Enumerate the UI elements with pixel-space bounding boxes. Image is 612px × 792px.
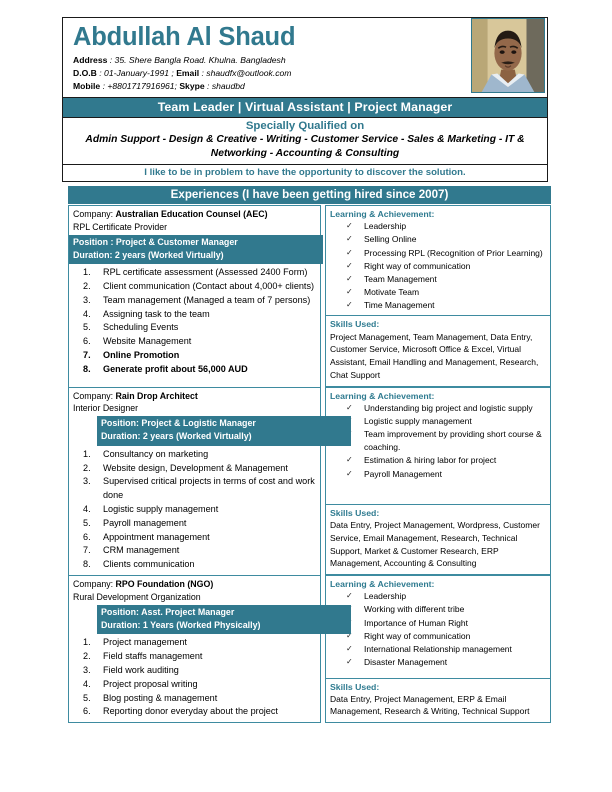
duty-item: Project proposal writing: [103, 678, 198, 689]
company-column: [68, 205, 321, 387]
learning-item: ✓ Payroll Management: [330, 468, 546, 481]
learning-item: ✓ Right way of communication: [330, 630, 546, 643]
learning-item: ✓ Processing RPL (Recognition of Prior Learning): [330, 247, 546, 260]
duty-item: CRM management: [103, 545, 180, 556]
roles-band: Team Leader | Virtual Assistant | Project Manager: [63, 97, 547, 118]
company-line: [69, 576, 320, 591]
learning-achievement-box: [325, 575, 551, 678]
duty-item: Supervised critical projects in terms of cost and work done: [103, 476, 315, 501]
learning-list: [330, 402, 546, 481]
email-value[interactable]: : shaudfx@outlook.com: [201, 67, 292, 78]
skills-used-text: Data Entry, Project Management, Wordpress, Customer Service, Email Management, Research, Technical Support, Market & Customer Research, ERP Management, Accounting & Consulting: [330, 520, 540, 569]
company-subtitle: Interior Designer: [73, 403, 139, 414]
company-subtitle: Rural Development Organization: [73, 591, 201, 602]
specially-qualified-title: Specially Qualified on: [245, 120, 365, 133]
learning-item: ✓ Team improvement by providing short course & coaching.: [330, 428, 546, 454]
achievements-column: [325, 575, 551, 723]
company-name: RPO Foundation (NGO): [115, 579, 214, 590]
learning-achievement-box: [325, 387, 551, 505]
duration-text: Duration: 2 years (Worked Virtually): [101, 431, 252, 442]
experience-entry: [68, 575, 551, 723]
email-label: Email: [176, 67, 200, 78]
duty-item: Client communication (Contact about 4,000+ clients): [103, 281, 315, 292]
achievements-column: [325, 387, 551, 576]
duty-item: Field work auditing: [103, 664, 179, 675]
duty-item: Website Management: [103, 336, 192, 347]
address-value: : 35. Shere Bangla Road. Khulna. Bangladesh: [109, 54, 286, 65]
learning-list: [330, 220, 546, 312]
skills-used-label: Skills Used:: [330, 319, 380, 330]
dob-email-line: [73, 67, 537, 80]
duty-item: Logistic supply management: [103, 504, 219, 515]
learning-item: ✓ Working with different tribe: [330, 603, 546, 616]
duty-item: Field staffs management: [103, 651, 203, 662]
dob-label: D.O.B: [73, 67, 97, 78]
experience-entry-columns: [68, 387, 551, 576]
learning-item: ✓ Disaster Management: [330, 656, 546, 669]
duties-list: [69, 634, 320, 722]
skills-used-box: [325, 316, 551, 386]
skills-used-text: Project Management, Team Management, Data Entry, Customer Service, Microsoft Office & Excel, Virtual Assistant, Email Handling and Management, Research, Chat Support: [330, 331, 539, 380]
qualified-line-2: Networking - Accounting & Consulting: [210, 148, 400, 160]
duty-item: Blog posting & management: [103, 692, 218, 703]
mobile-value: : +8801717916961;: [102, 80, 177, 91]
duty-item: Team management (Managed a team of 7 persons): [103, 294, 311, 305]
position-duration-band: [97, 416, 351, 446]
company-label: Company:: [73, 390, 114, 401]
experiences-grid: [68, 205, 551, 723]
mobile-label: Mobile: [73, 80, 101, 91]
dob-value: : 01-January-1991 ;: [99, 67, 174, 78]
position-duration-band: [69, 235, 323, 265]
learning-item: ✓ Logistic supply management: [330, 415, 546, 428]
experience-entry-columns: [68, 205, 551, 387]
portrait-illustration: [472, 19, 544, 92]
skills-used-label: Skills Used:: [330, 681, 380, 692]
mobile-skype-line: [73, 80, 537, 93]
position-text: Position: Asst. Project Manager: [101, 606, 235, 617]
experience-entry-columns: [68, 575, 551, 723]
learning-item: ✓ Team Management: [330, 273, 546, 286]
experience-entry: [68, 387, 551, 576]
learning-item: ✓ Selling Online: [330, 233, 546, 246]
address-line: [73, 54, 537, 67]
profile-photo: [471, 18, 545, 93]
company-column: [68, 575, 321, 723]
duty-item: Reporting donor everyday about the project: [103, 706, 278, 717]
duty-item: Scheduling Events: [103, 322, 179, 333]
experiences-section-header: Experiences (I have been getting hired since 2007): [68, 186, 551, 204]
experience-entry: [68, 205, 551, 387]
motto-line: I like to be in problem to have the opportunity to discover the solution.: [63, 164, 547, 181]
company-label: Company:: [73, 579, 114, 590]
learning-item: ✓ Importance of Human Right: [330, 617, 546, 630]
skype-value: : shaudbd: [207, 80, 245, 91]
skills-used-label: Skills Used:: [330, 507, 380, 518]
learning-item: ✓ Estimation & hiring labor for project: [330, 454, 546, 467]
learning-item: ✓ International Relationship management: [330, 643, 546, 656]
duration-text: Duration: 2 years (Worked Virtually): [73, 249, 224, 260]
learning-item: ✓ Motivate Team: [330, 286, 546, 299]
learning-item: ✓ Understanding big project and logistic supply: [330, 402, 546, 415]
learning-item: ✓ Leadership: [330, 220, 546, 233]
duty-item: Project management: [103, 637, 187, 648]
duties-list: [69, 446, 320, 575]
skills-used-text: Data Entry, Project Management, ERP & Email Management, Research & Writing, Technical Support: [330, 693, 530, 717]
position-text: Position: Project & Logistic Manager: [101, 418, 256, 429]
position-text: Position : Project & Customer Manager: [73, 236, 238, 247]
learning-item: ✓ Leadership: [330, 590, 546, 603]
learning-item: ✓ Time Management: [330, 299, 546, 312]
duty-item: Online Promotion: [103, 350, 180, 361]
company-name: Australian Education Counsel (AEC): [115, 209, 268, 219]
position-duration-band: [97, 605, 351, 635]
duty-item: Generate profit about 56,000 AUD: [103, 363, 248, 374]
duty-item: Payroll management: [103, 517, 187, 528]
skype-label: Skype: [179, 80, 205, 91]
learning-achievement-label: Learning & Achievement:: [330, 579, 435, 590]
learning-list: [330, 590, 546, 669]
duty-item: Website design, Development & Management: [103, 462, 288, 473]
duty-item: Clients communication: [103, 559, 195, 570]
duty-item: Consultancy on marketing: [103, 448, 209, 459]
qualified-line-1: Admin Support - Design & Creative - Writing - Customer Service - Sales & Marketing - IT &: [85, 134, 525, 146]
page-title: Abdullah Al Shaud: [73, 23, 296, 51]
skills-used-box: [325, 679, 551, 724]
learning-item: ✓ Right way of communication: [330, 260, 546, 273]
skills-used-box: [325, 505, 551, 575]
duty-item: RPL certificate assessment (Assessed 2400 Form): [103, 267, 308, 278]
duty-item: Appointment management: [103, 531, 210, 542]
learning-achievement-label: Learning & Achievement:: [330, 390, 435, 401]
learning-achievement-box: [325, 205, 551, 316]
address-label: Address: [73, 54, 108, 65]
specially-qualified-body: [63, 133, 547, 164]
company-column: [68, 387, 321, 576]
duration-text: Duration: 1 Years (Worked Physically): [101, 619, 261, 630]
company-subtitle: RPL Certificate Provider: [73, 221, 168, 232]
company-name: Rain Drop Architect: [115, 390, 198, 401]
learning-achievement-label: Learning & Achievement:: [330, 209, 435, 219]
duty-item: Assigning task to the team: [103, 308, 210, 319]
duties-list: [69, 264, 320, 380]
company-line: [69, 388, 320, 403]
company-line: [69, 206, 320, 221]
company-label: Company:: [73, 209, 114, 219]
achievements-column: [325, 205, 551, 387]
